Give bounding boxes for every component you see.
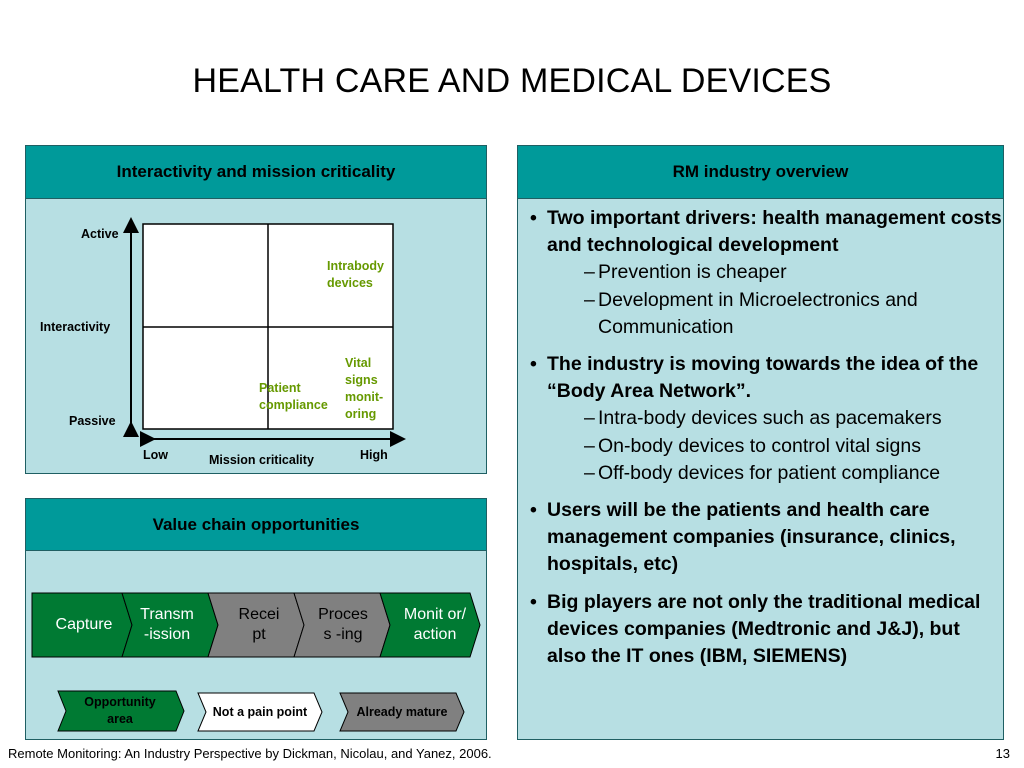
sub-bullet-text: Development in Microelectronics and Communication bbox=[598, 288, 918, 338]
x-right-label: High bbox=[360, 448, 388, 462]
sub-bullet-dash: – bbox=[584, 407, 595, 430]
sub-bullet bbox=[547, 433, 1003, 460]
bullet-text: Two important drivers: health management costs and technological development bbox=[547, 207, 1002, 257]
patient-compliance-label: Patient compliance bbox=[259, 381, 328, 412]
overview-bullet bbox=[518, 205, 1003, 341]
bullet-text: Big players are not only the traditional medical devices companies (Medtronic and J&J), but also the IT ones (IBM, SIEMENS) bbox=[547, 590, 981, 668]
step-monitor: Monit or/ action bbox=[403, 606, 467, 643]
footer-citation: Remote Monitoring: An Industry Perspective by Dickman, Nicolau, and Yanez, 2006. bbox=[8, 746, 492, 761]
sub-bullet-list bbox=[547, 405, 1003, 487]
bullet-text: The industry is moving towards the idea of the “Body Area Network”. bbox=[547, 353, 979, 403]
sub-bullet-list bbox=[547, 259, 1003, 341]
sub-bullet-text: Off-body devices for patient compliance bbox=[598, 461, 941, 484]
sub-bullet-dash: – bbox=[584, 261, 595, 284]
step-transmission: Transm -ission bbox=[140, 606, 194, 643]
value-chain-header: Value chain opportunities bbox=[26, 499, 486, 551]
legend-mature: Already mature bbox=[356, 704, 448, 719]
legend-not-pain: Not a pain point bbox=[212, 704, 308, 719]
overview-bullet-list bbox=[518, 205, 1003, 670]
step-capture: Capture bbox=[55, 616, 113, 633]
sub-bullet bbox=[547, 405, 1003, 432]
overview-body bbox=[518, 199, 1003, 739]
x-axis-label: Mission criticality bbox=[209, 453, 314, 467]
matrix-panel bbox=[25, 145, 487, 474]
y-axis-label: Interactivity bbox=[40, 320, 111, 334]
sub-bullet-text: Prevention is cheaper bbox=[598, 261, 787, 284]
bullet-text: Users will be the patients and health care management companies (insurance, clinics, hospitals, etc) bbox=[547, 499, 956, 576]
sub-bullet bbox=[547, 460, 1003, 487]
matrix-panel-header: Interactivity and mission criticality bbox=[26, 146, 486, 199]
sub-bullet-text: On-body devices to control vital signs bbox=[598, 434, 921, 457]
sub-bullet bbox=[547, 287, 1003, 341]
y-bottom-label: Passive bbox=[69, 414, 116, 428]
bullet-dot: • bbox=[530, 590, 537, 613]
overview-panel bbox=[517, 145, 1004, 740]
value-chain-panel bbox=[25, 498, 487, 740]
vital-signs-label: Vital signs monit-oring bbox=[345, 356, 384, 421]
step-processing: Proces s -ing bbox=[318, 606, 368, 643]
overview-header: RM industry overview bbox=[518, 146, 1003, 199]
overview-bullet bbox=[518, 497, 1003, 579]
overview-bullet bbox=[518, 589, 1003, 671]
bullet-dot: • bbox=[530, 207, 537, 229]
bullet-dot: • bbox=[530, 353, 537, 376]
step-receipt: Recei pt bbox=[238, 606, 280, 643]
legend-opportunity: Opportunity area bbox=[84, 695, 156, 726]
y-top-label: Active bbox=[81, 227, 119, 241]
intrabody-devices-label: Intrabody devices bbox=[327, 259, 384, 290]
matrix-panel-body bbox=[26, 199, 486, 473]
value-chain-body bbox=[26, 551, 486, 739]
sub-bullet-dash: – bbox=[584, 461, 595, 484]
sub-bullet-text: Intra-body devices such as pacemakers bbox=[598, 407, 942, 430]
sub-bullet-dash: – bbox=[584, 434, 595, 457]
sub-bullet bbox=[547, 259, 1003, 286]
page-number: 13 bbox=[995, 746, 1010, 761]
overview-bullet bbox=[518, 351, 1003, 487]
bullet-dot: • bbox=[530, 499, 537, 522]
slide-title: HEALTH CARE AND MEDICAL DEVICES bbox=[192, 62, 832, 100]
x-left-label: Low bbox=[143, 448, 168, 462]
sub-bullet-dash: – bbox=[584, 288, 595, 311]
